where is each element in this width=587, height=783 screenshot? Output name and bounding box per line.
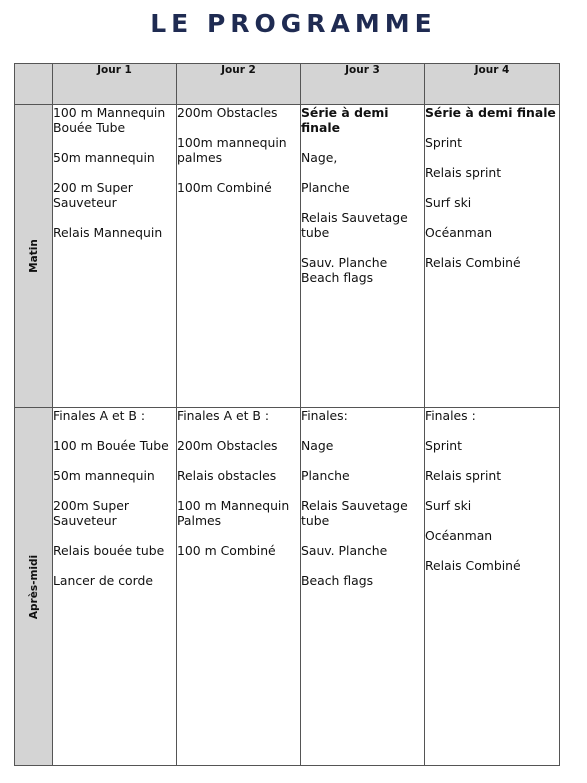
list-item: Beach flags [301,573,374,588]
list-item: Surf ski [425,498,472,513]
corner-cell [15,64,53,105]
list-item: 100m Combiné [177,180,272,195]
row-label-cell-apres-midi [15,408,53,766]
column-header-jour-2: Jour 2 [177,64,301,105]
list-item: Relais Combiné [425,558,521,573]
row-label-matin: Matin [27,239,40,273]
list-item: 100 m Bouée Tube [53,438,169,453]
list-item: Relais sprint [425,468,502,483]
list-item: Finales A et B : [177,408,270,423]
column-header-jour-3: Jour 3 [301,64,425,105]
cell-matin-jour-2 [177,105,301,408]
list-item: Relais Combiné [425,255,521,270]
list-item: Finales A et B : [53,408,146,423]
list-item: 100 m Mannequin Palmes [177,498,290,528]
cell-matin-jour-1 [53,105,177,408]
list-item: Océanman [425,225,493,240]
list-item: Relais Mannequin [53,225,163,240]
list-item: 100 m Combiné [177,543,276,558]
list-item: Relais Sauvetage tube [301,210,408,240]
list-item: Finales : [425,408,476,423]
list-item: Finales: [301,408,348,423]
header-row [15,64,560,105]
cell-matin-jour-3 [301,105,425,408]
row-label-apres-midi: Après-midi [27,554,40,619]
list-item: Surf ski [425,195,472,210]
cell-apres-midi-jour-4 [425,408,560,766]
cell-matin-jour-4 [425,105,560,408]
list-item: 50m mannequin [53,468,155,483]
list-item: 50m mannequin [53,150,155,165]
list-item: 200m Obstacles [177,438,278,453]
list-item: Sauv. Planche [301,543,388,558]
page-title: LE PROGRAMME [150,9,437,38]
list-item: Sprint [425,135,462,150]
list-item: Relais Sauvetage tube [301,498,408,528]
list-item: 200m Super Sauveteur [53,498,129,528]
list-item: 100m mannequin palmes [177,135,287,165]
cell-apres-midi-jour-2 [177,408,301,766]
row-matin [15,105,560,408]
program-table [14,63,560,766]
list-item: Beach flags [301,270,374,285]
list-item: Relais bouée tube [53,543,165,558]
cell-apres-midi-jour-1 [53,408,177,766]
list-item: Nage, [301,150,338,165]
list-item: Nage [301,438,334,453]
list-item-heading: Série à demi finale [425,105,556,120]
list-item: Sprint [425,438,462,453]
column-header-jour-4: Jour 4 [425,64,560,105]
list-item: Océanman [425,528,493,543]
list-item: Lancer de corde [53,573,154,588]
list-item: 200 m Super Sauveteur [53,180,133,210]
cell-apres-midi-jour-3 [301,408,425,766]
list-item: 100 m Mannequin Bouée Tube [53,105,166,135]
list-item: Relais sprint [425,165,502,180]
list-item: Planche [301,180,350,195]
column-header-jour-1: Jour 1 [53,64,177,105]
row-label-cell-matin [15,105,53,408]
list-item-heading: Série à demi finale [301,105,389,135]
list-item: Planche [301,468,350,483]
list-item: Relais obstacles [177,468,277,483]
row-apres-midi [15,408,560,766]
list-item: Sauv. Planche [301,255,388,270]
list-item: 200m Obstacles [177,105,278,120]
